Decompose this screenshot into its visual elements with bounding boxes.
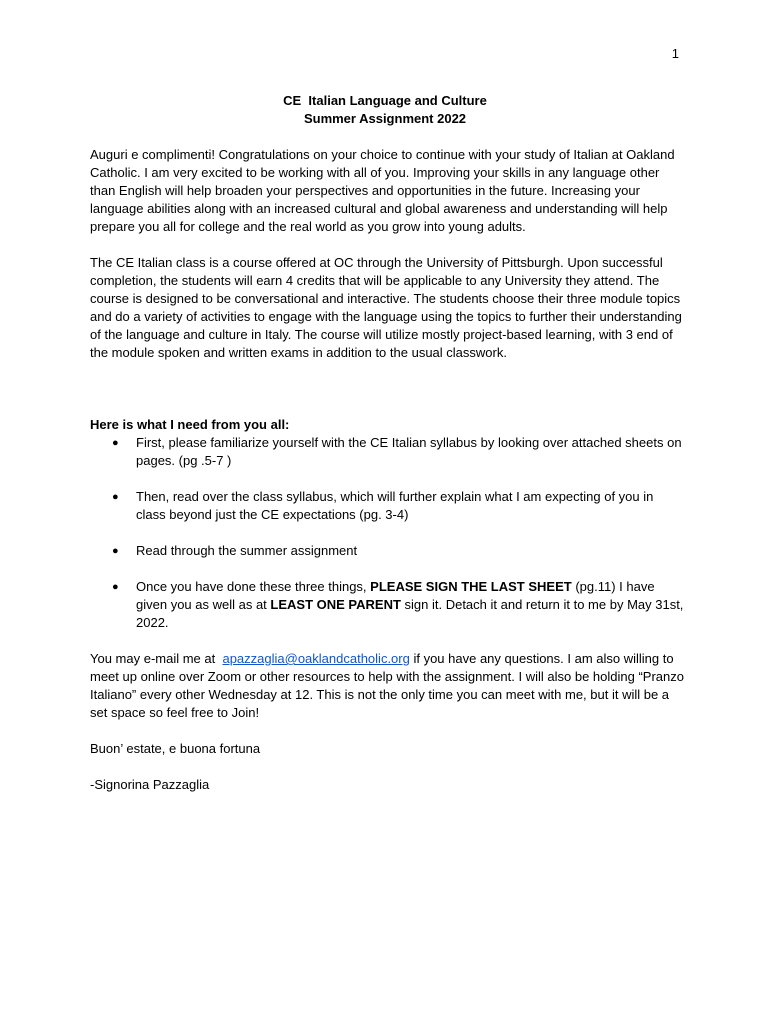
task-text-part: Once you have done these three things,	[136, 579, 371, 594]
task-text: Then, read over the class syllabus, which will further explain what I am expecting of you in class beyond just the CE expectations (pg. 3-4)	[136, 489, 654, 522]
title-line-assignment: Summer Assignment 2022	[303, 111, 467, 126]
task-list	[90, 434, 686, 632]
title-line-course: CE Italian Language and Culture	[283, 93, 487, 108]
bullet-icon: ●	[112, 491, 119, 503]
closing-line: Buon’ estate, e buona fortuna	[90, 741, 261, 756]
list-item	[90, 488, 686, 524]
intro-paragraph: Auguri e complimenti! Congratulations on your choice to continue with your study of Italian at Oakland Catholic. I am very excited to be working with all of you. Improving your skills in any language other than English will help broaden your perspectives and opportunities in the future. Increasing your language abilities along with an increased cultural and global awareness and understanding will help prepare you all for college and the real world as you grow into young adults.	[90, 147, 675, 234]
task-text: Read through the summer assignment	[136, 543, 358, 558]
email-link[interactable]: apazzaglia@oaklandcatholic.org	[222, 651, 410, 666]
bullet-icon: ●	[112, 437, 119, 449]
contact-text-after: if you have any questions. I am also willing to meet up online over Zoom or other resources to help with the assignment. I will also be holding “Pranzo Italiano” every other Wednesday at 12. This is not the only time you can meet with me, but it will be a set space so feel free to Join!	[90, 651, 684, 720]
contact-paragraph	[90, 650, 686, 722]
page-number: 1	[671, 46, 679, 61]
sign-last-sheet-emphasis: PLEASE SIGN THE LAST SHEET	[370, 579, 572, 594]
course-paragraph: The CE Italian class is a course offered at OC through the University of Pittsburgh. Upon successful completion, the students will earn 4 credits that will be applicable to any University they attend. The course is designed to be conversational and interactive. The students choose their three module topics and do a variety of activities to engage with the language using the topics to further their understanding of the language and culture in Italy. The course will utilize mostly project-based learning, with 3 end of the module spoken and written exams in addition to the usual classwork.	[90, 255, 682, 360]
list-item	[90, 434, 686, 470]
signature-line: -Signorina Pazzaglia	[90, 777, 210, 792]
document-title	[0, 92, 770, 128]
task-text-part: (pg.11) I have given you as well as at	[136, 579, 655, 612]
contact-text-before: You may e-mail me at	[90, 651, 223, 666]
list-item	[90, 542, 686, 560]
parent-emphasis: LEAST ONE PARENT	[270, 597, 401, 612]
needs-heading: Here is what I need from you all:	[90, 417, 290, 432]
list-item	[90, 578, 686, 632]
bullet-icon: ●	[112, 545, 119, 557]
task-text-part: sign it. Detach it and return it to me by May 31st, 2022.	[136, 597, 684, 630]
task-text: First, please familiarize yourself with the CE Italian syllabus by looking over attached sheets on pages. (pg .5-7 )	[136, 435, 682, 468]
bullet-icon: ●	[112, 581, 119, 593]
document-body	[90, 146, 686, 794]
